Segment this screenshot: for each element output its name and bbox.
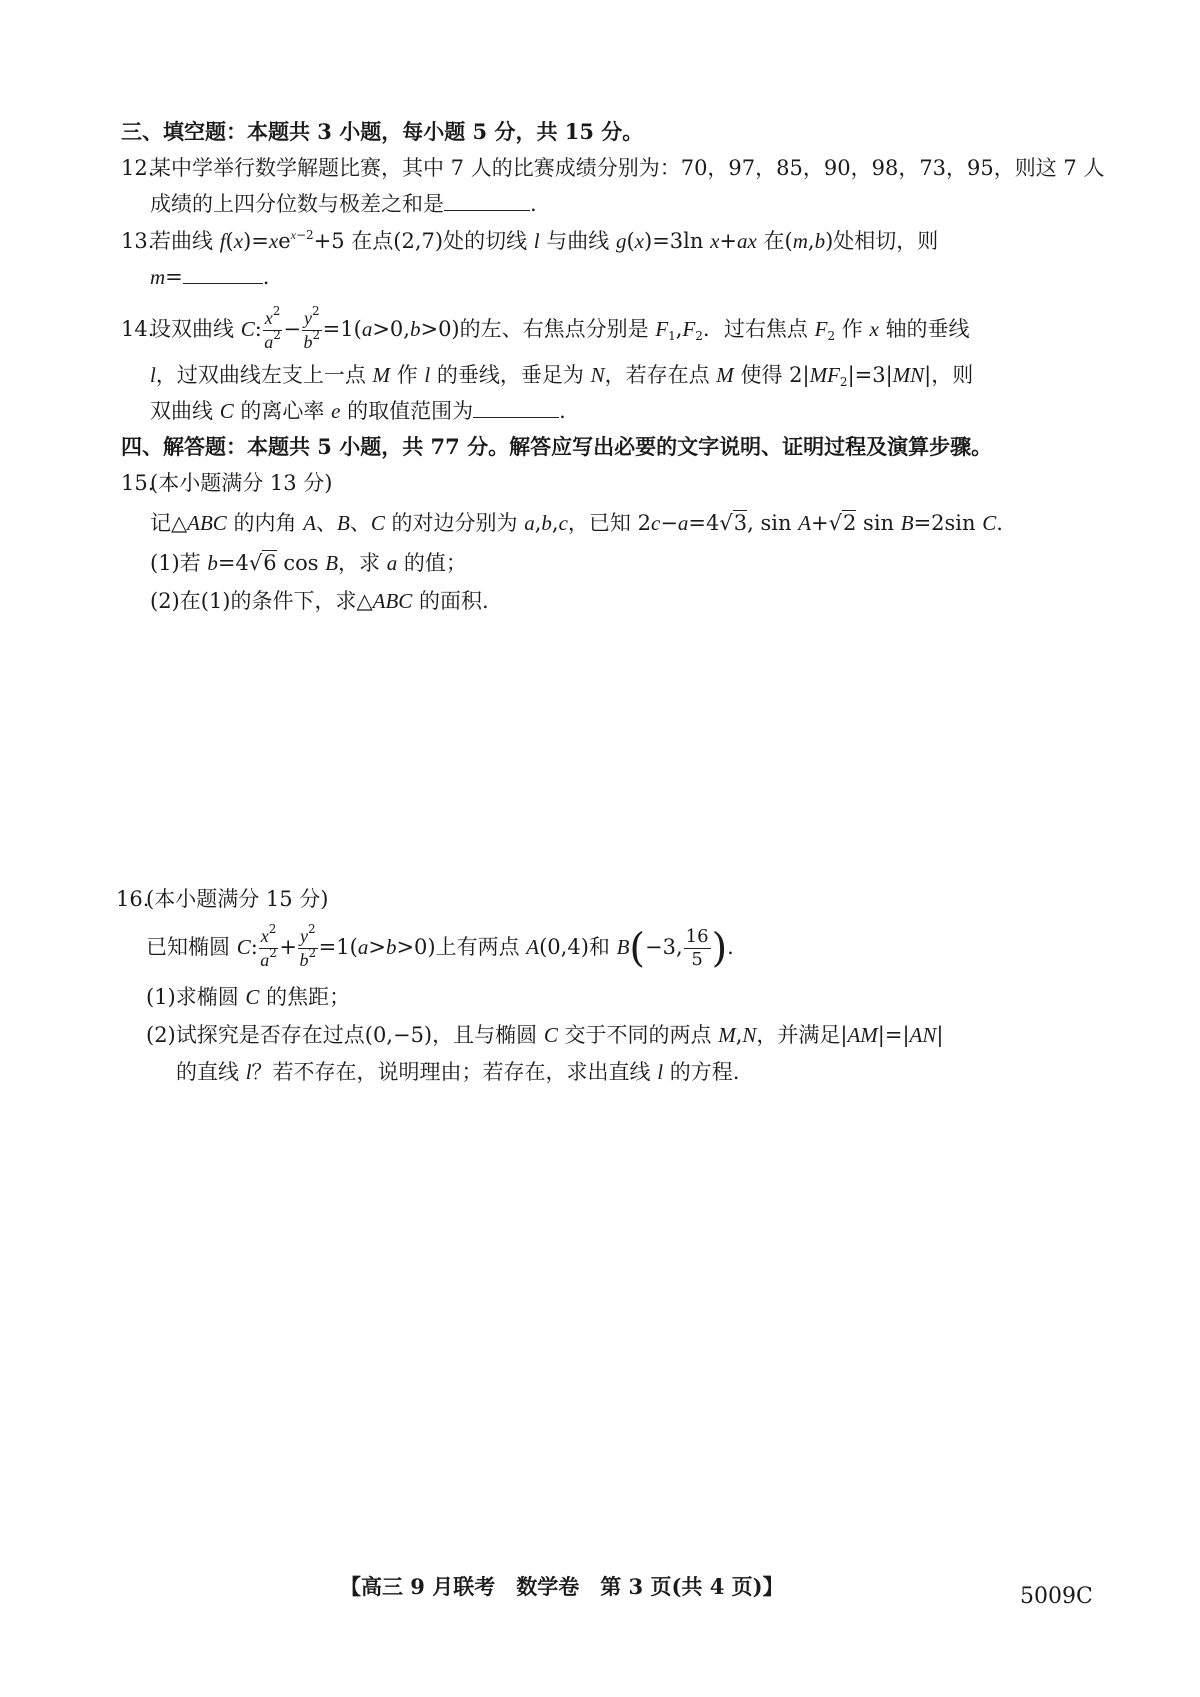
q15-part2-a: (2)在(1)的条件下，求△ [150, 589, 373, 613]
question-14-line-3: 双曲线 C 的离心率 e 的取值范围为 . [150, 399, 566, 423]
q15-part1-c: 的值； [397, 551, 467, 575]
q13-text-d: 在( [756, 229, 793, 253]
question-16-title: (本小题满分 15 分) [146, 887, 329, 911]
q14-text-d: 作 [835, 317, 870, 341]
q14-line3-a: 双曲线 [150, 399, 220, 423]
question-13-number: 13. [121, 229, 155, 253]
q14-line2-d: ，若存在点 [604, 363, 717, 387]
q15-part1-b: ，求 [338, 551, 387, 575]
answer-blank-12 [444, 210, 530, 211]
q16-stem-c: (0,4)和 [539, 935, 617, 959]
fraction-y2-b2: $\frac{y^2}{b^2}$ [303, 304, 321, 352]
question-14-line-2: l，过双曲线左支上一点 M 作 l 的垂线，垂足为 N，若存在点 M 使得 $2|MF_2|=3|MN|$，则 [150, 363, 974, 389]
section-4-heading: 四、解答题：本题共 5 小题，共 77 分。解答应写出必要的文字说明、证明过程及演算步骤。 [121, 434, 993, 459]
paper-code: 5009C [1020, 1584, 1093, 1609]
q15-stem-c: 的对边分别为 [384, 511, 525, 535]
question-16-number: 16. [116, 887, 150, 911]
question-14-line-1: 设双曲线 C: $\frac{x^2}{a^2}$ − $\frac{y^2}{b^2}$ =1(a>0,b>0)的左、右焦点分别是 $F_1,F_2$．过右焦点 $F_2$ 作 x 轴的垂线 [150, 304, 970, 352]
question-12-line-2: 成绩的上四分位数与极差之和是 . [150, 192, 537, 216]
q14-text-a: 设双曲线 [150, 317, 241, 341]
q15-stem-b: 的内角 [226, 511, 304, 535]
q16-part2-e: ？若不存在，说明理由；若存在，求出直线 [251, 1060, 658, 1084]
q16-stem-b: 上有两点 [435, 935, 527, 959]
q16-part2-c: ，并满足 [756, 1023, 841, 1047]
q16-part2-d: 的直线 [176, 1060, 246, 1084]
question-16-part-2-line-1: (2)试探究是否存在过点(0,−5)，且与椭圆 C 交于不同的两点 M,N，并满足|AM|=|AN| [146, 1023, 944, 1047]
question-15-title: (本小题满分 13 分) [150, 471, 333, 495]
q13-var-l: l [533, 229, 540, 253]
q14-line2-c: 的垂线，垂足为 [430, 363, 591, 387]
q13-text-e: )处相切，则 [825, 229, 939, 253]
q13-formula-f: $f(x)=xe^{x-2}+5$ [219, 228, 345, 253]
fraction-16-5: $\frac{16}{5}$ [685, 926, 709, 970]
q13-text-b: 在点(2,7)处的切线 [344, 229, 534, 253]
q16-part2-b: 交于不同的两点 [557, 1023, 719, 1047]
question-16-part-1: (1)求椭圆 C 的焦距； [146, 985, 351, 1009]
question-13-line-2: m= . [150, 265, 270, 289]
fraction-x2-a2: $\frac{x^2}{a^2}$ [264, 304, 281, 352]
q13-text-a: 若曲线 [150, 229, 220, 253]
question-16-part-2-line-2: 的直线 l？若不存在，说明理由；若存在，求出直线 l 的方程. [176, 1060, 740, 1084]
page-footer: 【高三 9 月联考 数学卷 第 3 页(共 4 页)】 [340, 1574, 784, 1599]
q14-line2-e: 使得 [733, 363, 790, 387]
q15-stem-d: ，已知 [567, 511, 638, 535]
q16-part1-a: (1)求椭圆 [146, 985, 246, 1009]
answer-blank-13 [183, 283, 263, 284]
q13-formula-g: g(x)=3ln x+ax [615, 229, 757, 253]
question-15-part-2: (2)在(1)的条件下，求△ABC 的面积. [150, 589, 489, 613]
fraction-x2-a2-ellipse: $\frac{x^2}{a^2}$ [260, 922, 277, 970]
fraction-y2-b2-ellipse: $\frac{y^2}{b^2}$ [299, 922, 317, 970]
question-16-stem: 已知椭圆 C: $\frac{x^2}{a^2}$ + $\frac{y^2}{b^2}$ =1(a>b>0)上有两点 A(0,4)和 B(−3, $\frac{16}{5}$ ). [146, 922, 734, 972]
question-15-number: 15. [121, 471, 155, 495]
q15-part2-b: 的面积. [412, 589, 489, 613]
question-15-stem: 记△ABC 的内角 A、B、C 的对边分别为 a,b,c，已知 2c−a=4√3, sin A+√2 sin B=2sin C. [150, 511, 1003, 535]
q13-text-c: 与曲线 [539, 229, 616, 253]
q16-part2-a: (2)试探究是否存在过点(0,−5)，且与椭圆 [146, 1023, 544, 1047]
q16-part2-f: 的方程. [663, 1060, 740, 1084]
q14-text-e: 轴的垂线 [878, 317, 970, 341]
question-12-number: 12. [121, 156, 155, 180]
q14-line3-b: 的离心率 [233, 399, 332, 423]
question-12-line-1: 某中学举行数学解题比赛，其中 7 人的比赛成绩分别为：70，97，85，90，98，73，95，则这 7 人 [150, 156, 1105, 180]
question-15-part-1: (1)若 b=4√6 cos B，求 a 的值； [150, 551, 467, 575]
question-12-line-2-text: 成绩的上四分位数与极差之和是 [150, 192, 444, 216]
q14-line2-f: ，则 [931, 363, 974, 387]
q14-line3-c: 的取值范围为 [340, 399, 474, 423]
q16-stem-a: 已知椭圆 [146, 935, 237, 959]
answer-blank-14 [473, 417, 559, 418]
section-3-heading: 三、填空题：本题共 3 小题，每小题 5 分，共 15 分。 [121, 119, 644, 144]
q16-part1-b: 的焦距； [259, 985, 351, 1009]
q14-text-b: 的左、右焦点分别是 [459, 317, 656, 341]
q15-part1-a: (1)若 [150, 551, 208, 575]
question-13-line-1: 若曲线 $f(x)=xe^{x-2}+5$ 在点(2,7)处的切线 l 与曲线 g(x)=3ln x+ax 在(m,b)处相切，则 [150, 228, 939, 253]
q14-line2-a: ，过双曲线左支上一点 [155, 363, 373, 387]
question-14-number: 14. [121, 317, 155, 341]
q14-line2-b: 作 [390, 363, 425, 387]
q15-stem-a: 记△ [150, 511, 188, 535]
q14-text-c: ．过右焦点 [702, 317, 815, 341]
